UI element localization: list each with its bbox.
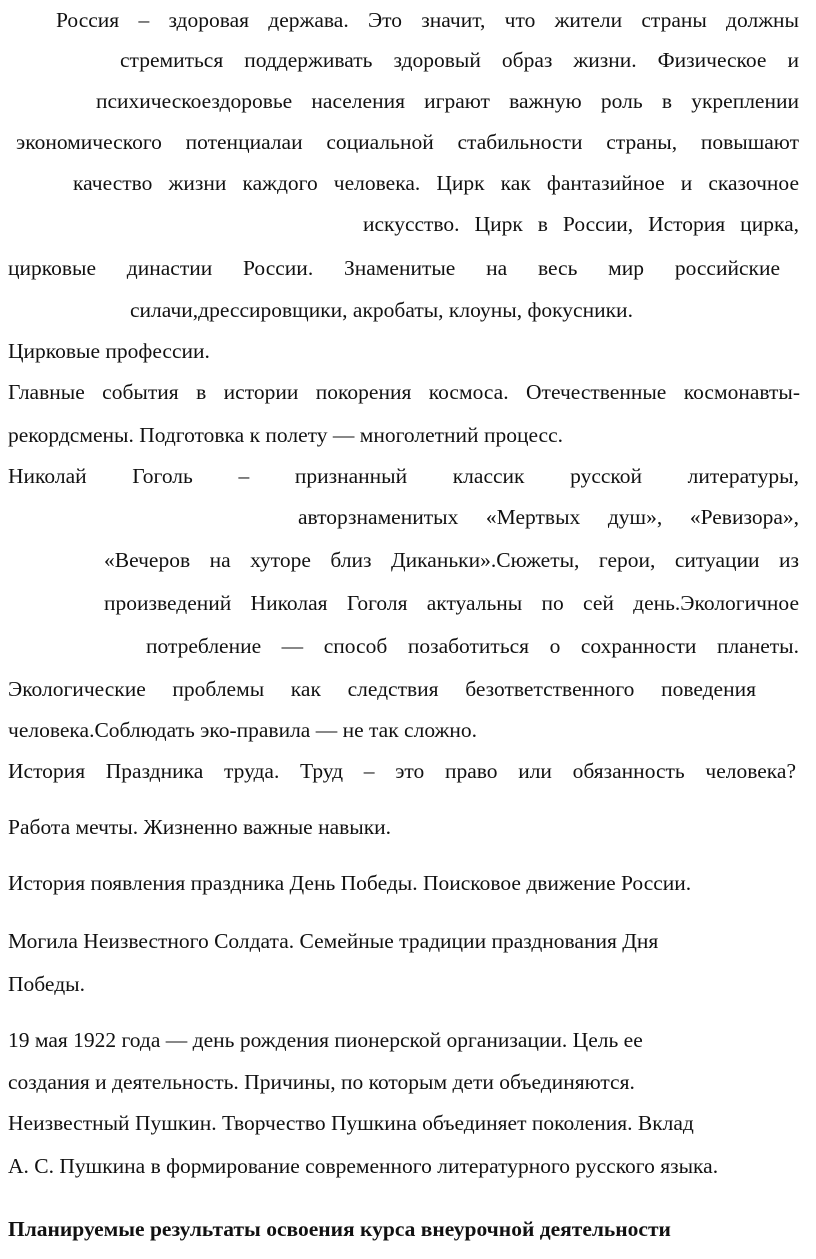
text-line: Победы. (8, 972, 85, 996)
text-line: искусство. Цирк в России, История цирка, (363, 212, 799, 236)
text-line: экономического потенциалаи социальной стабильности страны, повышают (16, 130, 799, 154)
text-line: потребление — способ позаботиться о сохранности планеты. (146, 634, 799, 658)
text-line: Россия – здоровая держава. Это значит, что жители страны должны (56, 8, 799, 32)
text-line: стремиться поддерживать здоровый образ жизни. Физическое и (120, 48, 799, 72)
text-line: произведений Николая Гоголя актуальны по сей день.Экологичное (104, 591, 799, 615)
text-line: История появления праздника День Победы. Поисковое движение России. (8, 871, 692, 895)
text-line: создания и деятельность. Причины, по которым дети объединяются. (8, 1070, 635, 1094)
text-line: рекордсмены. Подготовка к полету — многолетний процесс. (8, 423, 563, 447)
text-line: 19 мая 1922 года — день рождения пионерской организации. Цель ее (8, 1028, 643, 1052)
text-line: силачи,дрессировщики, акробаты, клоуны, фокусники. (130, 298, 633, 322)
section-heading: Планируемые результаты освоения курса внеурочной деятельности (8, 1217, 671, 1241)
text-line: Экологические проблемы как следствия безответственного поведения (8, 677, 756, 701)
text-line: Цирковые профессии. (8, 339, 210, 363)
text-line: А. С. Пушкина в формирование современного литературного русского языка. (8, 1154, 719, 1178)
text-line: психическоездоровье населения играют важную роль в укреплении (96, 89, 799, 113)
text-line: авторзнаменитых «Мертвых душ», «Ревизора», (298, 505, 799, 529)
text-line: Главные события в истории покорения космоса. Отечественные космонавты- (8, 380, 800, 404)
text-line: Неизвестный Пушкин. Творчество Пушкина объединяет поколения. Вклад (8, 1111, 694, 1135)
text-line: Николай Гоголь – признанный классик русской литературы, (8, 464, 799, 488)
text-line: История Праздника труда. Труд – это право или обязанность человека? (8, 759, 796, 783)
text-line: Могила Неизвестного Солдата. Семейные традиции празднования Дня (8, 929, 659, 953)
text-line: качество жизни каждого человека. Цирк как фантазийное и сказочное (73, 171, 799, 195)
text-line: Работа мечты. Жизненно важные навыки. (8, 815, 392, 839)
text-line: человека.Соблюдать эко-правила — не так сложно. (8, 718, 478, 742)
text-line: «Вечеров на хуторе близ Диканьки».Сюжеты, герои, ситуации из (104, 548, 799, 572)
text-line: цирковые династии России. Знаменитые на весь мир российские (8, 256, 780, 280)
